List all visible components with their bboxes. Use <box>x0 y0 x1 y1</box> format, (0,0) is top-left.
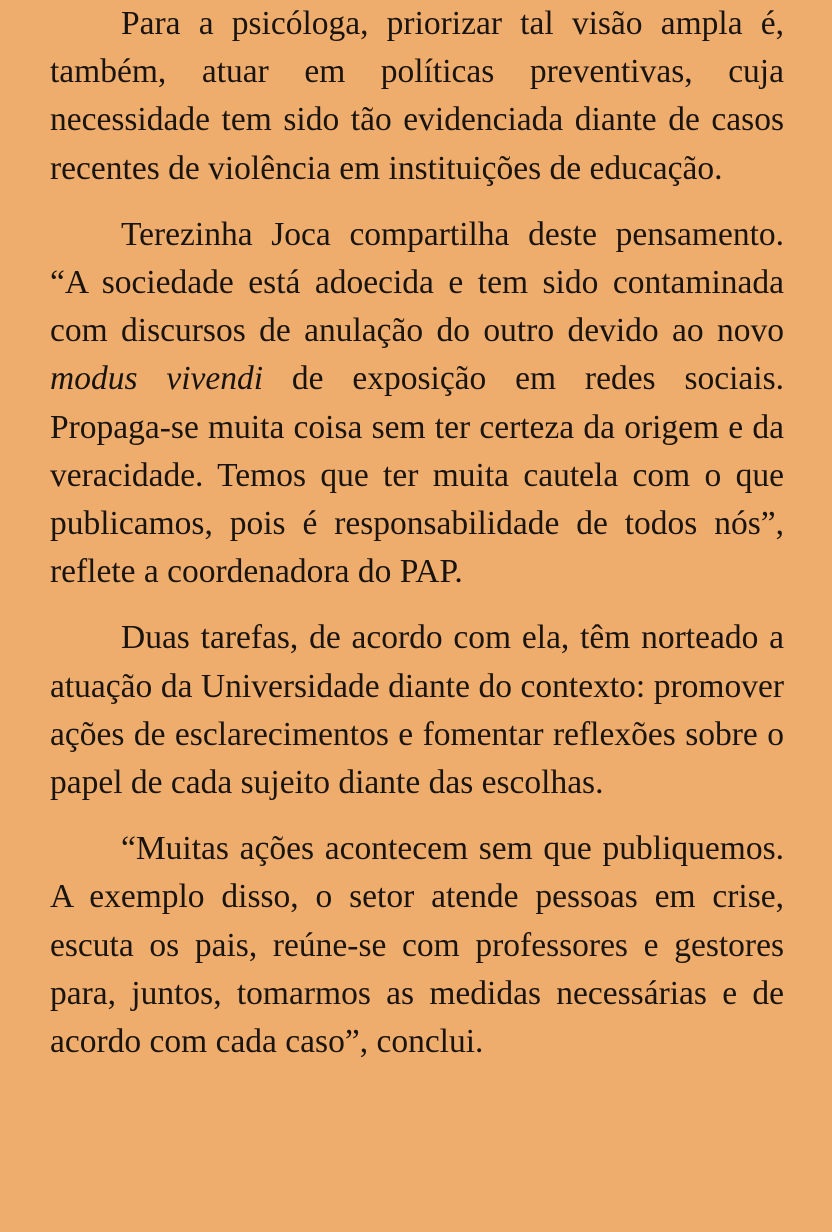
article-paragraph-4: “Muitas ações acontecem sem que publiquemos. A exemplo disso, o setor atende pessoas em crise, escuta os pais, reúne-se com professores e gestores para, juntos, tomarmos as medidas necessárias e de acordo com cada caso”, conclui. <box>50 830 784 1061</box>
paragraph-2-text-after: de exposição em redes sociais. Propaga-se muita coisa sem ter certeza da origem e da veracidade. Temos que ter muita cautela com o que publicamos, pois é responsabilidade de todos nós”, reflete a coordenadora do PAP. <box>50 360 784 591</box>
paragraph-2-italic-term: modus vivendi <box>50 360 264 398</box>
article-paragraph-1: Para a psicóloga, priorizar tal visão ampla é, também, atuar em políticas preventivas, cuja necessidade tem sido tão evidenciada diante de casos recentes de violência em instituições de educação. <box>50 5 784 187</box>
article-paragraph-2 <box>50 211 784 597</box>
paragraph-2-text-before: Terezinha Joca compartilha deste pensamento. “A sociedade está adoecida e tem sido contaminada com discursos de anulação do outro devido ao novo <box>50 215 784 350</box>
article-paragraph-3: Duas tarefas, de acordo com ela, têm norteado a atuação da Universidade diante do contexto: promover ações de esclarecimentos e fomentar reflexões sobre o papel de cada sujeito diante das escolhas. <box>50 619 784 802</box>
